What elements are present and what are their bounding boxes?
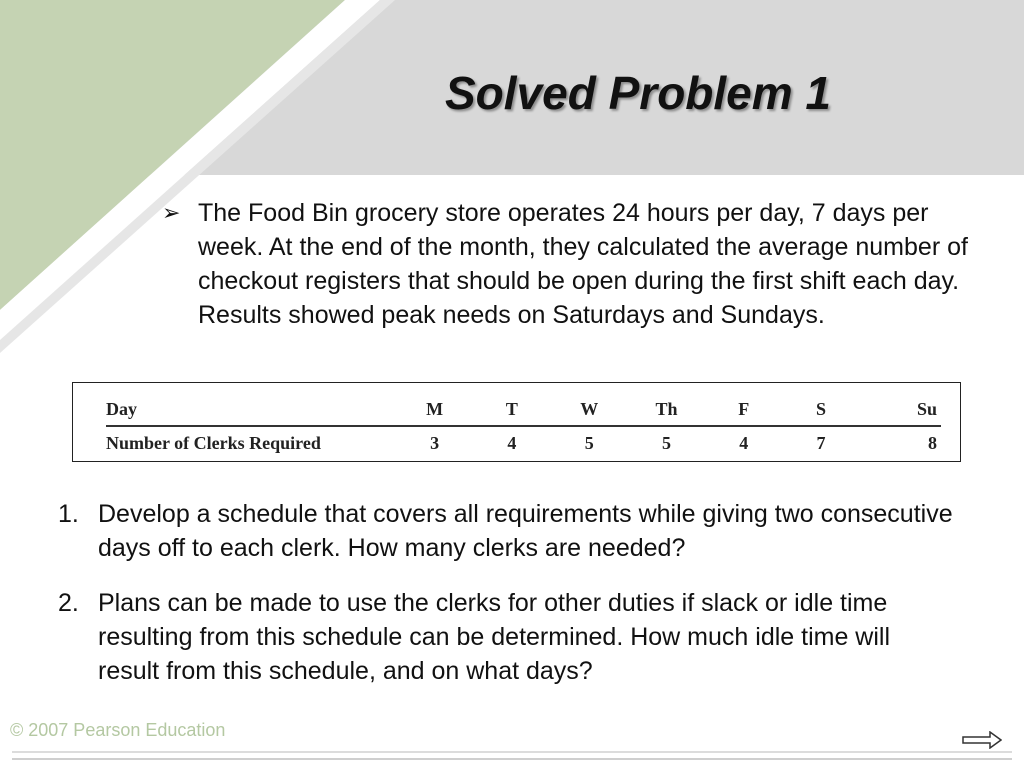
day-cell: Su xyxy=(916,398,937,419)
day-cell: Th xyxy=(655,398,678,419)
clerks-table xyxy=(72,382,961,462)
value-cell: 5 xyxy=(661,432,671,453)
day-cell: S xyxy=(816,398,827,419)
question-number: 1. xyxy=(58,500,79,528)
arrow-bullet-icon: ➢ xyxy=(162,200,181,225)
question-list xyxy=(58,497,958,709)
value-cell: 8 xyxy=(927,432,937,453)
value-cell: 4 xyxy=(507,432,517,453)
table-header-row xyxy=(106,393,941,427)
footer-divider xyxy=(12,758,1012,760)
list-item xyxy=(58,497,958,565)
slide-title: Solved Problem 1 xyxy=(445,67,832,119)
footer-divider xyxy=(12,751,1012,753)
header-label-day: Day xyxy=(106,398,137,419)
question-number: 2. xyxy=(58,589,79,617)
row-label-clerks: Number of Clerks Required xyxy=(106,432,321,453)
copyright-text: © 2007 Pearson Education xyxy=(10,720,226,740)
value-cell: 4 xyxy=(739,432,749,453)
problem-statement: The Food Bin grocery store operates 24 hours per day, 7 days per week. At the end of the month, they calculated the average number of checkout registers that should be open during the first shift each day. Results showed peak needs on Saturdays and Sundays. xyxy=(198,199,968,329)
table-row xyxy=(106,427,941,459)
day-cell: M xyxy=(426,398,444,419)
question-text: Plans can be made to use the clerks for other duties if slack or idle time resulting from this schedule can be determined. How much idle time will result from this schedule, and on what days? xyxy=(98,589,891,685)
day-cell: T xyxy=(505,398,518,419)
value-cell: 5 xyxy=(584,432,594,453)
question-text: Develop a schedule that covers all requirements while giving two consecutive days off to each clerk. How many clerks are needed? xyxy=(98,500,953,562)
value-cell: 7 xyxy=(816,432,826,453)
list-item xyxy=(58,586,958,688)
day-cell: W xyxy=(580,398,599,419)
right-arrow-icon[interactable] xyxy=(962,731,1002,749)
problem-bullet xyxy=(162,196,972,332)
value-cell: 3 xyxy=(430,432,440,453)
day-cell: F xyxy=(738,398,750,419)
